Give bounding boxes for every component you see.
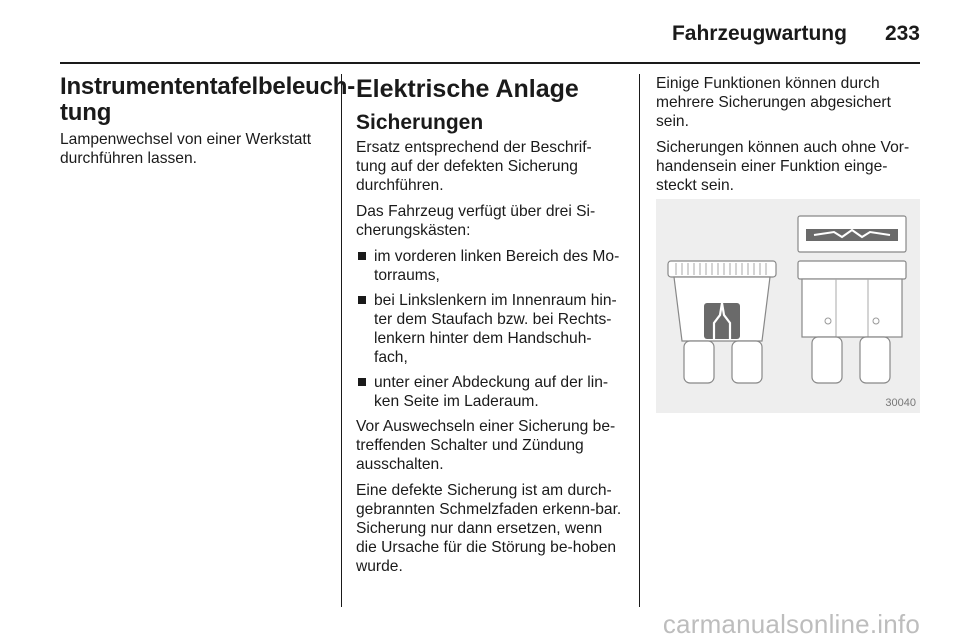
body-paragraph: Einige Funktionen können durch mehrere Sicherungen abgesichert sein. <box>656 75 891 130</box>
page-header <box>60 16 920 52</box>
bullet-square-icon <box>358 296 366 304</box>
column-divider <box>639 74 640 607</box>
list-item-text: im vorderen linken Bereich des Mo-torraums, <box>374 248 620 284</box>
section-heading: Elektrische Anlage <box>356 75 579 103</box>
list-item <box>356 247 622 285</box>
body-paragraph: Das Fahrzeug verfügt über drei Si-cherungskästen: <box>356 203 596 239</box>
bullet-square-icon <box>358 252 366 260</box>
watermark: carmanualsonline.info <box>662 609 920 639</box>
subsection-heading: Sicherungen <box>356 111 484 134</box>
list-item-text: bei Linkslenkern im Innenraum hin-ter dem Staufach bzw. bei Rechts-lenkern hinter dem Handschuh-fach, <box>374 292 617 366</box>
bullet-square-icon <box>358 378 366 386</box>
list-item-text: unter einer Abdeckung auf der lin-ken Seite im Laderaum. <box>374 374 609 410</box>
heading-line-1: Instrumententafelbeleuch- <box>60 73 356 100</box>
mini-fuse-icon <box>798 216 906 252</box>
page-number: 233 <box>884 22 920 45</box>
blade-fuse-front-icon <box>798 261 906 383</box>
section-heading <box>60 73 356 126</box>
body-paragraph: Eine defekte Sicherung ist am durch-gebrannten Schmelzfaden erkenn-bar. Sicherung nur dann ersetzen, wenn die Ursache für die Störung be-hoben wurde. <box>356 482 622 575</box>
figure-code: 30040 <box>885 397 916 409</box>
heading-line-2: tung <box>60 99 112 126</box>
body-paragraph: Sicherungen können auch ohne Vor-handensein einer Funktion einge-steckt sein. <box>656 139 910 194</box>
fuse-drawing <box>656 199 920 413</box>
column-right <box>656 74 922 202</box>
body-paragraph: Lampenwechsel von einer Werkstatt durchführen lassen. <box>60 131 312 167</box>
chapter-title: Fahrzeugwartung <box>671 22 847 45</box>
fuse-box-list <box>356 247 622 411</box>
body-paragraph: Vor Auswechseln einer Sicherung be-treffenden Schalter und Zündung ausschalten. <box>356 418 616 473</box>
column-middle <box>356 74 622 583</box>
fuse-illustration <box>656 199 920 413</box>
header-rule <box>60 62 920 64</box>
blade-fuse-icon <box>668 261 776 383</box>
list-item <box>356 373 622 411</box>
list-item <box>356 291 622 367</box>
body-paragraph: Ersatz entsprechend der Beschrif-tung auf der defekten Sicherung durchführen. <box>356 139 592 194</box>
column-left <box>60 73 356 175</box>
column-divider <box>341 74 342 607</box>
